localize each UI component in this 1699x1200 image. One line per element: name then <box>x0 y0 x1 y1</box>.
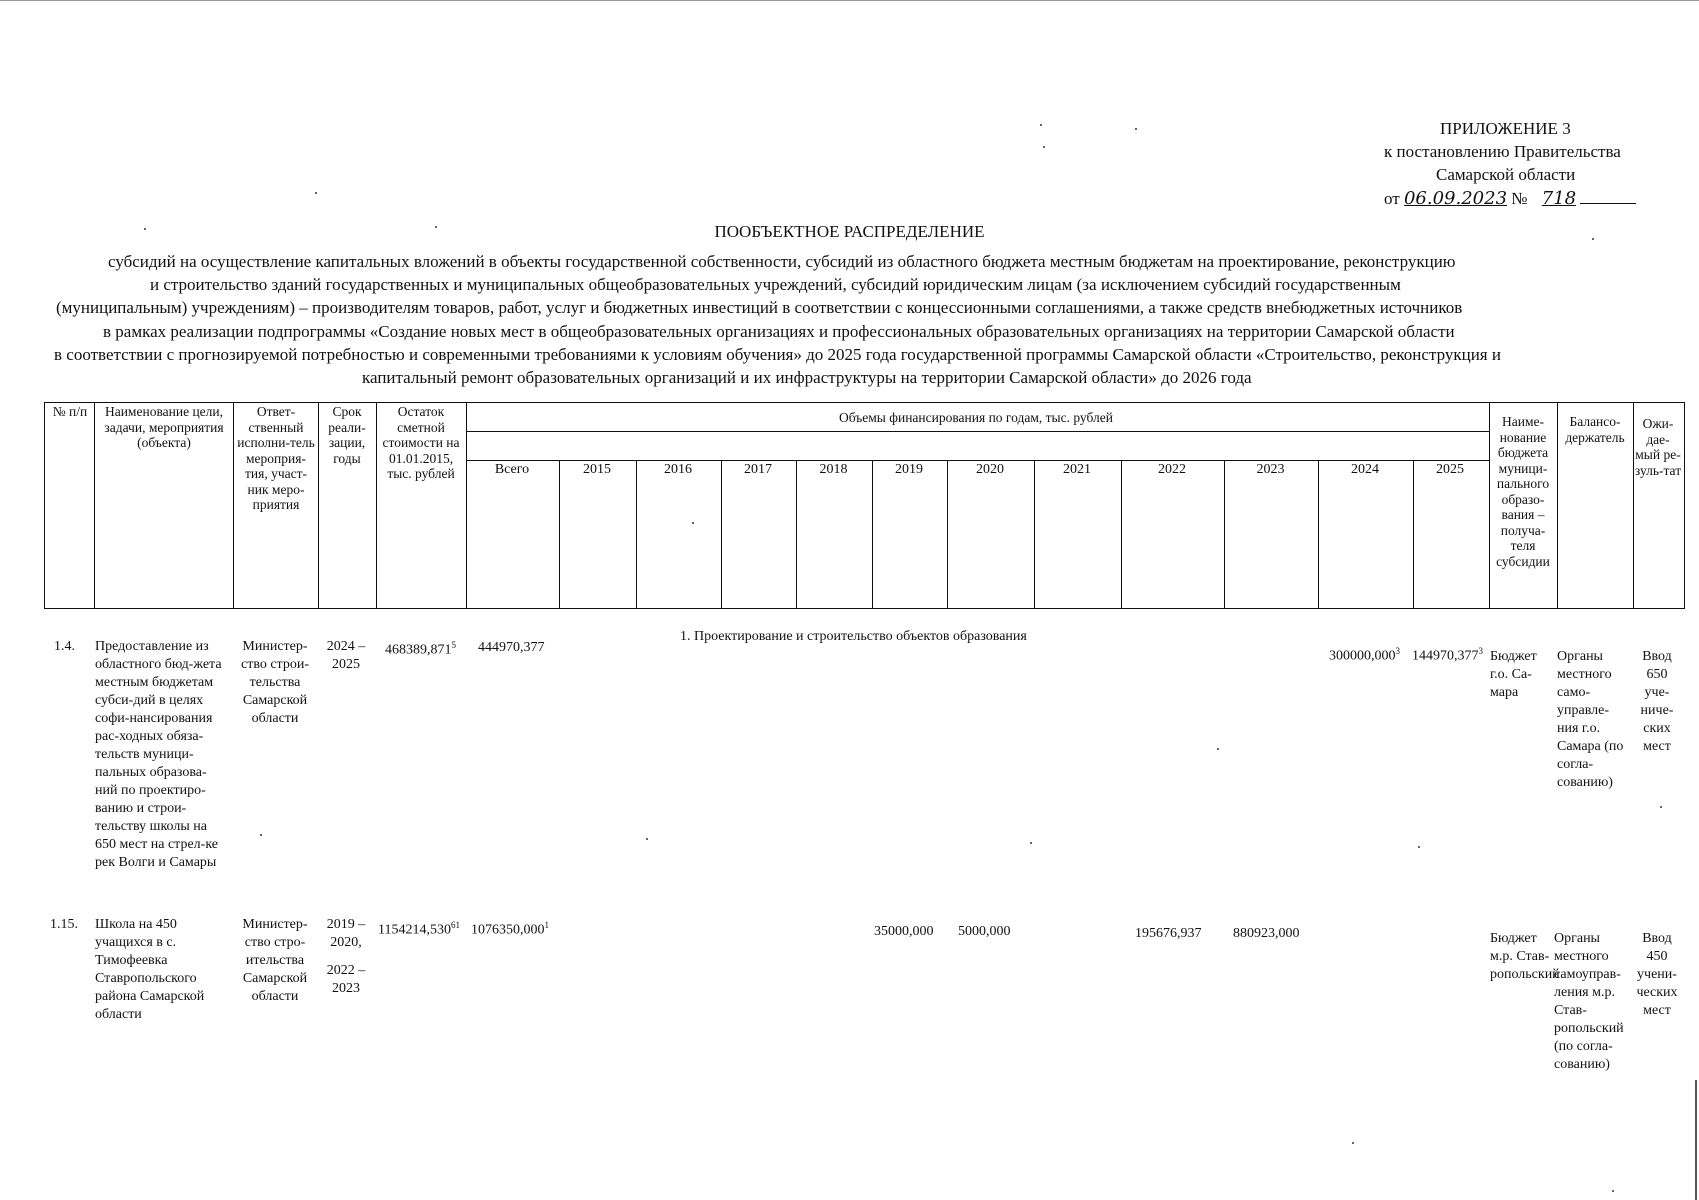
scan-speck <box>435 226 437 228</box>
scan-speck <box>646 838 648 840</box>
row-2019: 35000,000 <box>874 924 934 939</box>
th-name: Наименование цели, задачи, мероприятия (объекта) <box>104 404 224 450</box>
subtitle-line-1: субсидий на осуществление капитальных вложений в объекты государственной собственности, субсидий из областного бюджета местным бюджетам на проектирование, реконструкцию <box>108 252 1456 271</box>
row-2024: 300000,000$^3$ <box>1329 646 1400 664</box>
row-2022: 195676,937 <box>1135 926 1202 941</box>
row-number: 1.15. <box>50 917 78 932</box>
number-underline <box>1580 189 1636 204</box>
th-year-2015: 2015 <box>583 462 611 477</box>
subtitle-line-6: капитальный ремонт образовательных организаций и их инфраструктуры на территории Самарской области» до 2026 года <box>362 368 1252 387</box>
row-number: 1.4. <box>54 639 75 654</box>
row-executor: Министер-ство строи-тельства Самарской области <box>240 639 309 726</box>
col-divider <box>796 461 797 608</box>
col-divider <box>721 461 722 608</box>
col-divider <box>1121 461 1122 608</box>
row-result: Ввод 450 учени-ческих мест <box>1636 931 1678 1018</box>
scan-speck <box>1592 238 1594 240</box>
col-divider <box>947 461 948 608</box>
scan-speck <box>1135 128 1137 130</box>
scan-speck <box>1040 124 1042 126</box>
row-2023: 880923,000 <box>1233 926 1300 941</box>
subtitle-line-2: и строительство зданий государственных и муниципальных общеобразовательных учреждений, субсидий юридическим лицам (за исключением субсидий государственным <box>150 275 1401 294</box>
row-total: 444970,377 <box>478 640 545 655</box>
appendix-reference: к постановлению Правительства <box>1384 142 1621 161</box>
col-divider <box>1318 461 1319 608</box>
row-term-1: 2019 – 2020, <box>326 917 366 950</box>
col-divider <box>233 403 234 608</box>
date-prefix: от <box>1384 189 1400 208</box>
row-total: 1076350,000$^1$ <box>471 920 549 938</box>
row-term: 2024 – 2025 <box>326 639 366 672</box>
row-2020: 5000,000 <box>958 924 1011 939</box>
handwritten-number: 718 <box>1541 188 1577 209</box>
scan-speck <box>315 192 317 194</box>
scan-speck <box>1612 1190 1614 1192</box>
th-year-2016: 2016 <box>664 462 692 477</box>
th-year-2024: 2024 <box>1351 462 1379 477</box>
row-recipient: Бюджет г.о. Са-мара <box>1490 649 1537 700</box>
th-year-2023: 2023 <box>1256 462 1285 477</box>
row-divider <box>466 431 1489 432</box>
row-2025: 144970,377$^3$ <box>1412 646 1483 664</box>
th-term: Срок реали-зации, годы <box>328 404 366 466</box>
subtitle-line-5: в соответствии с прогнозируемой потребностью и современными требованиями к условиям обучения» до 2025 года государственной программы Самарской области «Строительство, реконструкция и <box>54 345 1501 364</box>
scan-speck <box>1030 842 1032 844</box>
col-divider <box>559 461 560 608</box>
scan-speck <box>1660 806 1662 808</box>
scan-speck <box>1217 748 1219 750</box>
scan-speck <box>1418 846 1420 848</box>
section-title: 1. Проектирование и строительство объектов образования <box>680 629 1027 644</box>
th-total: Всего <box>494 462 530 477</box>
th-year-2018: 2018 <box>819 462 848 477</box>
row-name: Предоставление из областного бюд-жета местным бюджетам субси-дий в целях софи-нансирования рас-ходных обяза-тельств муници-пальных образова-ний по проектиро-ванию и строи-тельству школы на 650 мест на стрел-ке рек Волги и Самары <box>95 639 222 870</box>
row-balance: 1154214,530$^{61}$ <box>378 920 460 938</box>
col-divider <box>318 403 319 608</box>
row-divider <box>466 460 1489 461</box>
col-divider <box>94 403 95 608</box>
th-recipient: Наиме-нование бюджета муници-пального образо-вания – получа-теля субсидии <box>1496 414 1550 569</box>
col-divider <box>1413 461 1414 608</box>
scan-speck <box>1352 1142 1354 1144</box>
appendix-title: ПРИЛОЖЕНИЕ 3 <box>1440 119 1571 138</box>
document-title: ПООБЪЕКТНОЕ РАСПРЕДЕЛЕНИЕ <box>714 222 985 241</box>
row-holder: Органы местного само-управле-ния г.о. Самара (по согла-сованию) <box>1557 649 1624 790</box>
scan-speck <box>1043 146 1045 148</box>
col-divider <box>872 461 873 608</box>
row-balance: 468389,871$^5$ <box>385 640 456 658</box>
number-prefix: № <box>1511 189 1528 208</box>
th-balance: Остаток сметной стоимости на 01.01.2015, тыс. рублей <box>382 404 460 481</box>
th-year-2021: 2021 <box>1063 462 1091 477</box>
row-term-2: 2022 – 2023 <box>326 963 366 996</box>
row-name: Школа на 450 учащихся в с. Тимофеевка Ставропольского района Самарской области <box>95 917 205 1022</box>
col-divider <box>376 403 377 608</box>
scan-edge <box>1695 1080 1697 1200</box>
col-divider <box>1224 461 1225 608</box>
col-divider <box>1034 461 1035 608</box>
th-year-2020: 2020 <box>976 462 1004 477</box>
scan-speck <box>260 834 262 836</box>
appendix-date-line <box>1384 188 1636 210</box>
th-holder: Балансо-держатель <box>1565 414 1625 445</box>
th-executor: Ответ-ственный исполни-тель мероприя-тия, участ-ник меро-приятия <box>237 404 315 512</box>
col-divider <box>636 461 637 608</box>
th-year-2022: 2022 <box>1158 462 1186 477</box>
th-year-2025: 2025 <box>1436 462 1464 477</box>
row-recipient: Бюджет м.р. Став-ропольский <box>1490 931 1560 982</box>
th-result: Ожи-дае-мый ре-зуль-тат <box>1634 416 1682 478</box>
page-top-edge <box>0 0 1699 1</box>
handwritten-date: 06.09.2023 <box>1403 188 1508 209</box>
th-num: № п/п <box>52 404 88 419</box>
col-divider <box>466 403 467 608</box>
th-year-2017: 2017 <box>744 462 772 477</box>
th-year-2019: 2019 <box>895 462 923 477</box>
scan-speck <box>144 228 146 230</box>
scan-speck <box>692 522 694 524</box>
row-result: Ввод 650 уче-ниче-ских мест <box>1640 649 1674 754</box>
subtitle-line-4: в рамках реализации подпрограммы «Создание новых мест в общеобразовательных организациях и профессиональных образовательных организациях на территории Самарской области <box>103 322 1455 341</box>
appendix-region: Самарской области <box>1436 165 1576 184</box>
subtitle-line-3: (муниципальным) учреждениям) – производителям товаров, работ, услуг и бюджетных инвестиций в соответствии с концессионными соглашениями, а также средств внебюджетных источников <box>56 298 1463 317</box>
row-holder: Органы местного самоуправ-ления м.р. Став-ропольский (по согла-сованию) <box>1554 931 1624 1072</box>
row-executor: Министер-ство стро-ительства Самарской области <box>242 917 308 1004</box>
th-funding: Объемы финансирования по годам, тыс. рублей <box>838 410 1113 425</box>
